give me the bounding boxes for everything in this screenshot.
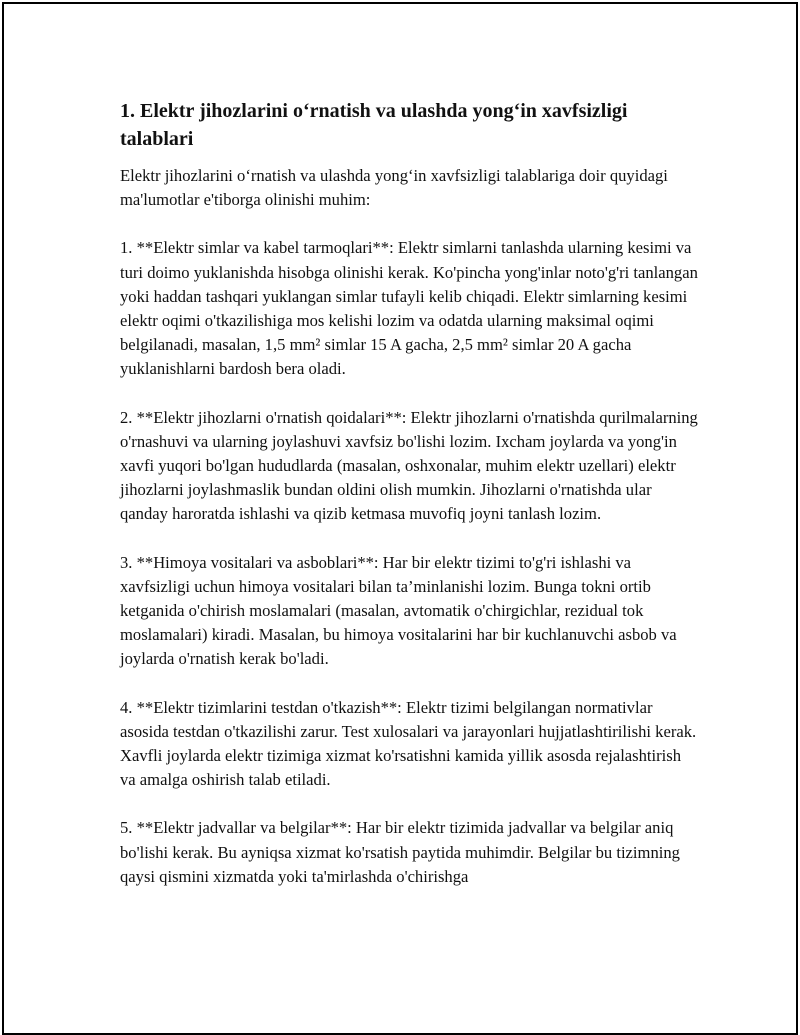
document-page: [2, 2, 798, 1035]
paragraph-system-testing: 4. **Elektr tizimlarini testdan o'tkazish**: Elektr tizimi belgilangan normativlar asosida testdan o'tkazilishi zarur. Test xulosalari va jarayonlari hujjatlashtirilishi kerak. Xavfli joylarda elektr tizimiga xizmat ko'rsatishni kamida yillik asosda rejalashtirish va amalga oshirish talab etiladi.: [120, 697, 697, 790]
paragraph-installation-rules: 2. **Elektr jihozlarni o'rnatish qoidalari**: Elektr jihozlarni o'rnatishda qurilmalarning o'rnashuvi va ularning joylashuvi xavfsiz bo'lishi lozim. Ixcham joylarda va yong'in xavfi yuqori bo'lgan hududlarda (masalan, oshxonalar, muhim elektr uzellari) elektr jihozlarni joylashmaslik bundan oldini olish mumkin. Jihozlarni o'rnatishda ular qanday haroratda ishlashi va qizib ketmasa muvofiq joyni tanlash lozim.: [120, 407, 698, 524]
document-body: [120, 97, 700, 913]
intro-paragraph: Elektr jihozlarini o‘rnatish va ulashda yong‘in xavfsizligi talablariga doir quyidagi ma'lumotlar e'tiborga olinishi muhim:: [120, 166, 668, 210]
paragraph-wiring: 1. **Elektr simlar va kabel tarmoqlari**: Elektr simlarni tanlashda ularning kesimi va turi doimo yuklanishda hisobga olinishi kerak. Ko'pincha yong'inlar noto'g'ri tanlangan yoki haddan tashqari yuklangan simlar tufayli kelib chiqadi. Elektr simlarning kesimi elektr oqimi o'tkazilishiga mos kelishi lozim va odatda ularning maksimal oqimi belgilanadi, masalan, 1,5 mm² simlar 15 A gacha, 2,5 mm² simlar 20 A gacha yuklanishlarni bardosh bera oladi.: [120, 238, 698, 379]
paragraph-protection-devices: 3. **Himoya vositalari va asboblari**: Har bir elektr tizimi to'g'ri ishlashi va xavfsizligi uchun himoya vositalari bilan ta’minlanishi lozim. Bunga tokni ortib ketganida o'chirish moslamalari (masalan, avtomatik o'chirgichlar, rezidual tok moslamalari) kiradi. Masalan, bu himoya vositalarini har bir kuchlanuvchi asbob va joylarda o'rnatish kerak bo'ladi.: [120, 552, 677, 669]
document-title: 1. Elektr jihozlarini o‘rnatish va ulashda yong‘in xavfsizligi talablari: [120, 100, 628, 150]
paragraph-labels: 5. **Elektr jadvallar va belgilar**: Har bir elektr tizimida jadvallar va belgilar aniq bo'lishi kerak. Bu ayniqsa xizmat ko'rsatish paytida muhimdir. Belgilar bu tizimning qaysi qismini xizmatda yoki ta'mirlashda o'chirishga: [120, 818, 680, 886]
